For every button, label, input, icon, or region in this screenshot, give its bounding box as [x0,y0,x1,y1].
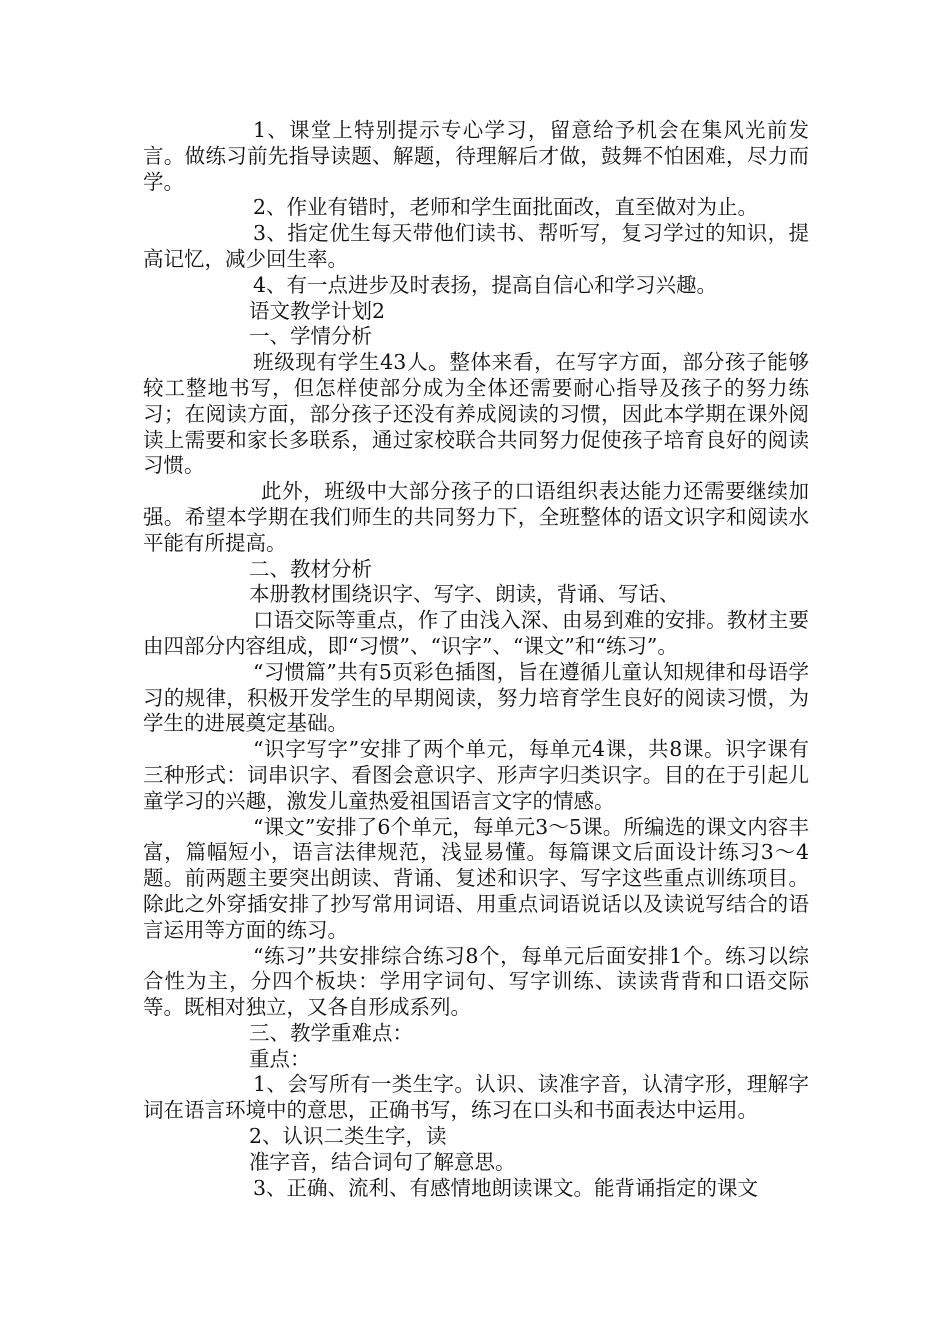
paragraph-1: 1、课堂上特别提示专心学习，留意给予机会在集风光前发言。做练习前先指导读题、解题，待理解后才做，鼓舞不怕困难，尽力而学。 [143,118,809,194]
paragraph-11: “课文”安排了6个单元，每单元3～5课。所编选的课文内容丰富，篇幅短小，语言法律规范，浅显易懂。每篇课文后面设计练习3～4题。前两题主要突出朗读、背诵、复述和识字、写字这些重点训练项目。除此之外穿插安排了抄写常用词语、用重点词语说话以及读说写结合的语言运用等方面的练习。 [143,814,809,942]
paragraph-14: 2、认识二类生字，读 [249,1124,447,1149]
section-title: 语文教学计划2 [249,298,386,323]
heading-key-points: 重点： [249,1046,311,1071]
paragraph-8: 口语交际等重点，作了由浅入深、由易到难的安排。教材主要由四部分内容组成，即“习惯”、“识字”、“课文”和“练习”。 [143,608,809,658]
document-page [143,118,809,1201]
paragraph-7: 本册教材围绕识字、写字、朗读，背诵、写话、 [249,582,680,607]
heading-textbook-analysis: 二、教材分析 [249,556,372,581]
paragraph-13: 1、会写所有一类生字。认识、读准字音，认清字形，理解字词在语言环境中的意思，正确书写，练习在口头和书面表达中运用。 [143,1072,809,1123]
paragraph-12: “练习”共安排综合练习8个，每单元后面安排1个。练习以综合性为主，分四个板块：学用字词句、写字训练、读读背背和口语交际等。既相对独立，又各自形成系列。 [143,943,809,1020]
heading-key-difficulties: 三、教学重难点： [249,1020,413,1045]
paragraph-16: 3、正确、流利、有感情地朗读课文。能背诵指定的课文 [253,1175,759,1200]
paragraph-9: “习惯篇”共有5页彩色插图，旨在遵循儿童认知规律和母语学习的规律，积极开发学生的早期阅读，努力培育学生良好的阅读习惯，为学生的进展奠定基础。 [143,659,809,736]
heading-situation-analysis: 一、学情分析 [249,324,372,349]
paragraph-6: 此外，班级中大部分孩子的口语组织表达能力还需要继续加强。希望本学期在我们师生的共同努力下，全班整体的语文识字和阅读水平能有所提高。 [143,479,809,555]
paragraph-2: 2、作业有错时，老师和学生面批面改，直至做对为止。 [253,195,759,220]
paragraph-5: 班级现有学生43人。整体来看，在写字方面，部分孩子能够较工整地书写，但怎样使部分成为全体还需要耐心指导及孩子的努力练习；在阅读方面，部分孩子还没有养成阅读的习惯，因此本学期在课外阅读上需要和家长多联系，通过家校联合共同努力促使孩子培育良好的阅读习惯。 [143,350,809,478]
paragraph-15: 准字音，结合词句了解意思。 [249,1149,516,1174]
paragraph-3: 3、指定优生每天带他们读书、帮听写，复习学过的知识，提高记忆，减少回生率。 [143,221,809,271]
paragraph-4: 4、有一点进步及时表扬，提高自信心和学习兴趣。 [253,272,718,297]
paragraph-10: “识字写字”安排了两个单元，每单元4课，共8课。识字课有三种形式：词串识字、看图会意识字、形声字归类识字。目的在于引起儿童学习的兴趣，激发儿童热爱祖国语言文字的情感。 [143,737,809,813]
